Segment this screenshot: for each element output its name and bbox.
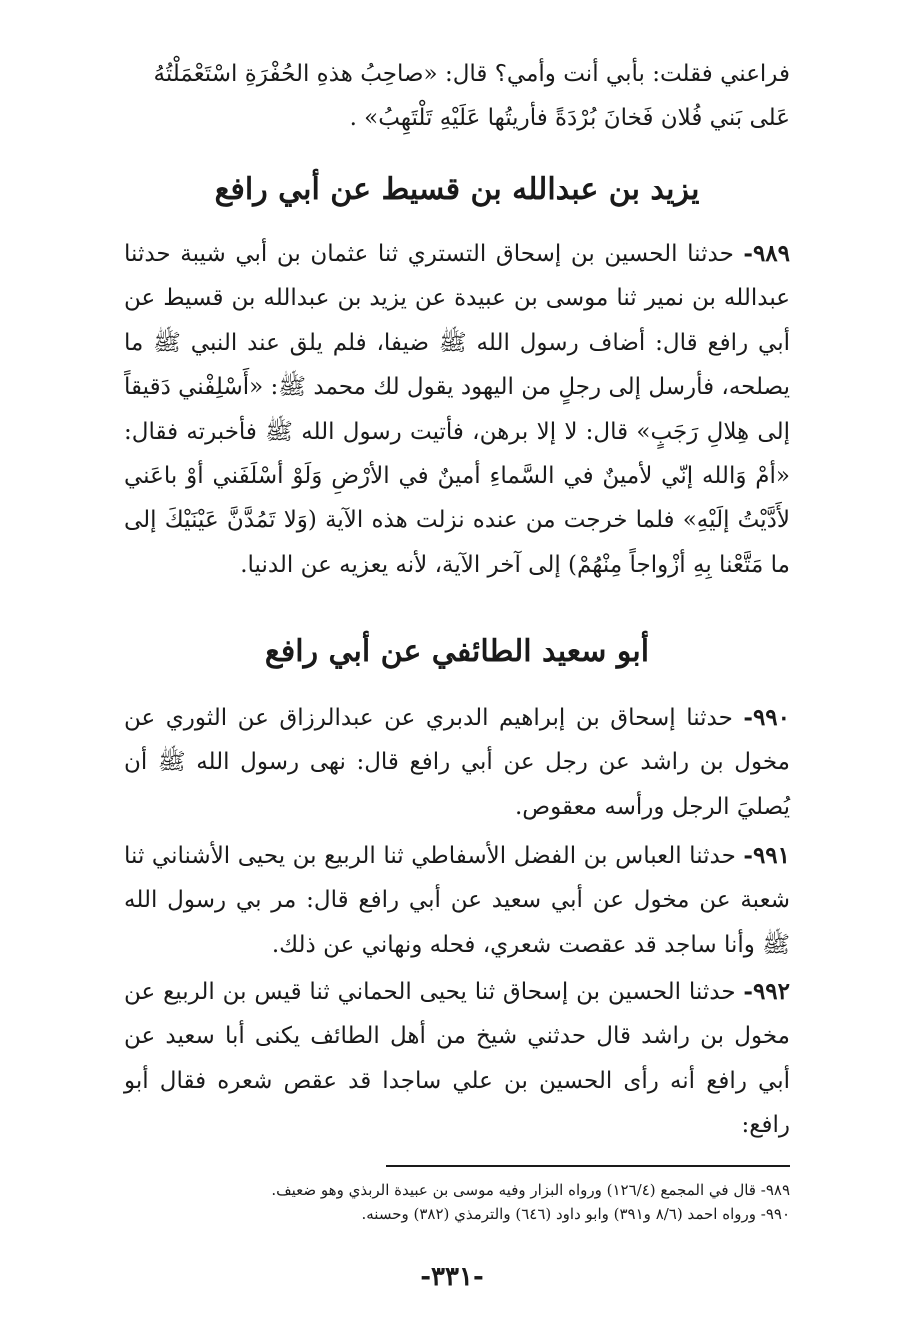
hadith-989-number: ٩٨٩-	[743, 240, 791, 267]
hadith-991-text: حدثنا العباس بن الفضل الأسفاطي ثنا الربيع بن يحيى الأشناني ثنا شعبة عن مخول عن أبي سعيد عن أبي رافع قال: مر بي رسول الله ﷺ وأنا ساجد قد عقصت شعري، فحله ونهاني عن ذلك.	[124, 843, 790, 958]
page-number: -٣٣١-	[420, 1262, 484, 1292]
section-1-heading: يزيد بن عبدالله بن قسيط عن أبي رافع	[214, 172, 700, 207]
hadith-989-text: حدثنا الحسين بن إسحاق التستري ثنا عثمان بن أبي شيبة حدثنا عبدالله بن نمير ثنا موسى بن عبيدة عن يزيد بن عبدالله بن قسيط عن أبي رافع قال: أضاف رسول الله ﷺ ضيفا، فلم يلق عند النبي ﷺ ما يصلحه، فأرسل إلى رجلٍ من اليهود يقول لك محمد ﷺ: «أَسْلِفْني دَقيقاً إلى هِلالِ رَجَبٍ» قال: لا إلا برهن، فأتيت رسول الله ﷺ فأخبرته فقال: «أمْ وَالله إنّي لأمينٌ في السَّماءِ أمينٌ في الأرْضِ وَلَوْ أسْلَفَني أوْ باعَني لأَدَّيْتُ إلَيْهِ» فلما خرجت من عنده نزلت هذه الآية (وَلا تَمُدَّنَّ عَيْنَيْكَ إلى ما مَتَّعْنا بِهِ أزْواجاً مِنْهُمْ) إلى آخر الآية، لأنه يعزيه عن الدنيا.	[124, 241, 790, 578]
intro-line-2: عَلى بَني فُلان فَخانَ بُرْدَةً فأريتُها عَلَيْهِ تَلْتَهِبُ» .	[349, 105, 790, 132]
section-2-heading: أبو سعيد الطائفي عن أبي رافع	[264, 634, 650, 669]
hadith-990	[124, 696, 790, 829]
hadith-990-number: ٩٩٠-	[743, 704, 791, 731]
hadith-990-text: حدثنا إسحاق بن إبراهيم الدبري عن عبدالرزاق عن الثوري عن مخول بن راشد عن رجل عن أبي رافع قال: نهى رسول الله ﷺ أن يُصليَ الرجل ورأسه معقوص.	[124, 705, 790, 820]
section-heading-yazid	[124, 168, 790, 212]
hadith-989	[124, 232, 790, 587]
intro-paragraph	[124, 52, 790, 141]
hadith-992-number: ٩٩٢-	[743, 978, 791, 1005]
footnotes	[160, 1178, 790, 1226]
footnote-989: ٩٨٩- قال في المجمع (١٢٦/٤) ورواه البزار وفيه موسى بن عبيدة الربذي وهو ضعيف.	[271, 1181, 790, 1199]
hadith-992-text: حدثنا الحسين بن إسحاق ثنا يحيى الحماني ثنا قيس بن الربيع عن مخول بن راشد قال حدثني شيخ من أهل الطائف يكنى أبا سعيد عن أبي رافع أنه رأى الحسين بن علي ساجدا قد عقص شعره فقال أبو رافع:	[124, 979, 790, 1139]
intro-line-1: فراعني فقلت: بأبي أنت وأمي؟ قال: «صاحِبُ هذهِ الحُفْرَةِ اسْتَعْمَلْتُهُ	[153, 61, 790, 87]
section-heading-abu-said	[124, 630, 790, 674]
hadith-992	[124, 970, 790, 1148]
hadith-991-number: ٩٩١-	[743, 842, 790, 869]
footnote-divider	[386, 1165, 790, 1167]
hadith-991	[124, 834, 790, 967]
footnote-990: ٩٩٠- ورواه احمد (٨/٦ و٣٩١) وابو داود (٦٤٦) والترمذي (٣٨٢) وحسنه.	[361, 1205, 790, 1223]
